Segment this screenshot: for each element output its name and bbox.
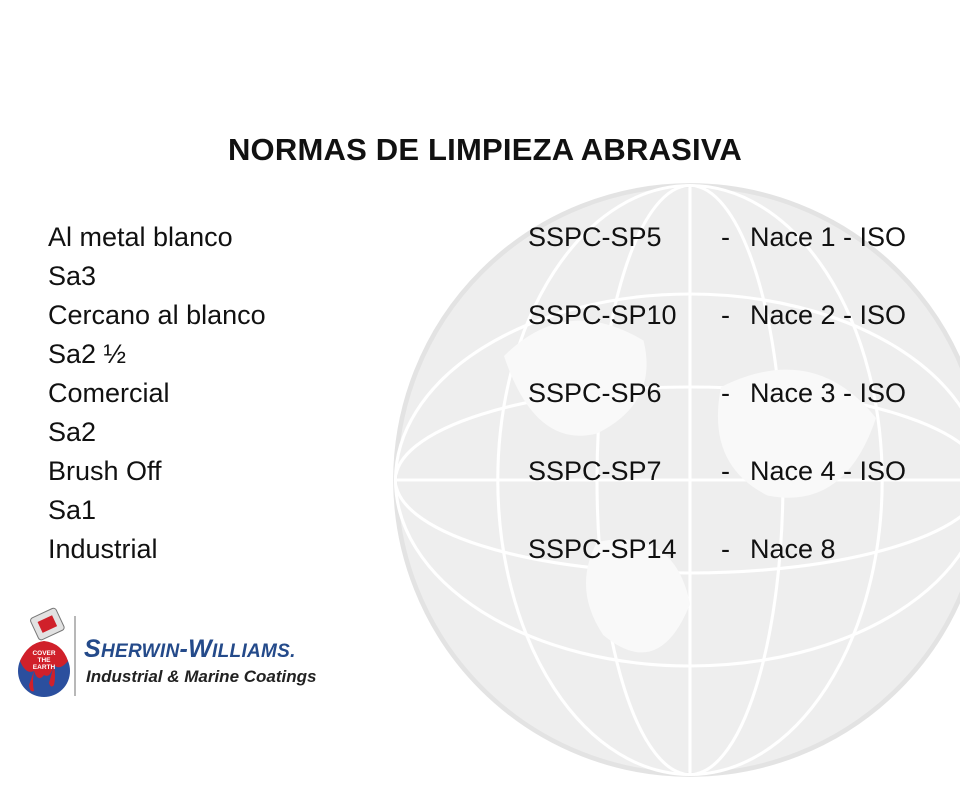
sspc-code: SSPC-SP7 (528, 452, 662, 491)
brand-name: SHERWIN-WILLIAMS. (84, 635, 296, 664)
separator: - (721, 452, 730, 491)
standard-name: Industrial (48, 530, 158, 569)
emblem-text: EARTH (33, 664, 56, 671)
standard-name: Cercano al blanco (48, 296, 266, 335)
page-title: NORMAS DE LIMPIEZA ABRASIVA (0, 132, 960, 168)
separator: - (721, 530, 730, 569)
list-item (48, 296, 948, 374)
iso-grade: Sa2 (48, 413, 96, 452)
iso-grade: Sa2 ½ (48, 335, 126, 374)
list-item (48, 530, 948, 608)
sspc-code: SSPC-SP10 (528, 296, 677, 335)
nace-code: Nace 3 - ISO (750, 374, 906, 413)
nace-code: Nace 8 (750, 530, 836, 569)
sspc-code: SSPC-SP14 (528, 530, 677, 569)
nace-code: Nace 1 - ISO (750, 218, 906, 257)
separator: - (721, 218, 730, 257)
logo-divider (74, 616, 76, 696)
standard-name: Al metal blanco (48, 218, 233, 257)
brand-tagline: Industrial & Marine Coatings (86, 667, 316, 687)
iso-grade: Sa1 (48, 491, 96, 530)
separator: - (721, 296, 730, 335)
nace-code: Nace 4 - ISO (750, 452, 906, 491)
list-item (48, 452, 948, 530)
sspc-code: SSPC-SP5 (528, 218, 662, 257)
iso-grade: Sa3 (48, 257, 96, 296)
standard-name: Comercial (48, 374, 170, 413)
standards-list (48, 218, 948, 608)
nace-code: Nace 2 - ISO (750, 296, 906, 335)
emblem-text: THE (38, 657, 52, 664)
list-item (48, 218, 948, 296)
emblem-text: COVER (32, 650, 55, 657)
list-item (48, 374, 948, 452)
separator: - (721, 374, 730, 413)
standard-name: Brush Off (48, 452, 162, 491)
sspc-code: SSPC-SP6 (528, 374, 662, 413)
